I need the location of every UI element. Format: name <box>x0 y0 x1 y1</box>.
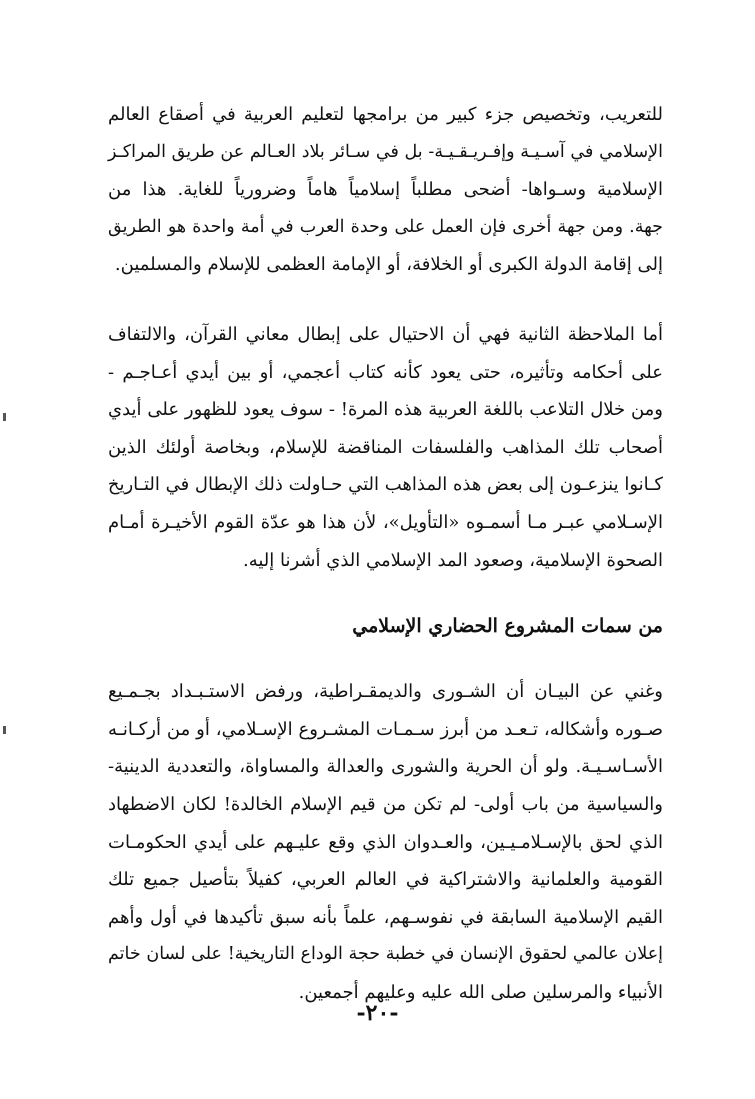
paragraph-line: وغني عن البيـان أن الشـورى والديمقـراطية، ورفض الاستـبـداد بجـمـيع <box>108 681 663 703</box>
paragraph-line: الذي لحق بالإسـلامـيـين، والعـدوان الذي وقع عليـهم على أيدي الحكومـات <box>108 831 663 853</box>
paragraph-line: كـانوا ينزعـون إلى بعض هذه المذاهب التي حـاولت ذلك الإبطال في التـاريخ <box>107 474 663 496</box>
paragraph-line: الإسـلامي عبـر مـا أسمـوه «التأويل»، لأن هذا هو عدّة القوم الأخيـرة أمـام <box>108 511 663 533</box>
paragraph-line: القومية والعلمانية والاشتراكية في العالم العربي، كفيلاً بتأصيل جميع تلك <box>108 869 663 891</box>
scan-edge-mark <box>3 413 6 421</box>
paragraph-line: جهة. ومن جهة أخرى فإن العمل على وحدة العرب في أمة واحدة هو الطريق <box>108 216 663 237</box>
paragraph-line: الإسلامي في آسـيـة وإفـريـقـيـة- بل في سـائر بلاد العـالم عن طريق المراكـز <box>108 141 663 162</box>
paragraph-line: إلى إقامة الدولة الكبرى أو الخلافة، أو الإمامة العظمى للإسلام والمسلمين. <box>114 254 663 276</box>
page-number: -٢٠- <box>356 1000 399 1026</box>
paragraph-line: ومن خلال التلاعب باللغة العربية هذه المرة! - سوف يعود للظهور على أيدي <box>108 399 663 421</box>
paragraph-line: إعلان عالمي لحقوق الإنسان في خطبة حجة الوداع التاريخية! على لسان خاتم <box>108 944 663 965</box>
scan-edge-mark <box>3 726 6 734</box>
paragraph-1 <box>108 96 663 284</box>
paragraph-line: على أحكامه وتأثيره، حتى يعود كأنه كتاب أعجمي، أو بين أيدي أعـاجـم - <box>108 361 663 383</box>
paragraph-line: القيم الإسلامية السابقة في نفوسـهم، علماً بأنه سبق تأكيدها في أول وأهم <box>108 906 663 928</box>
paragraph-line: والسياسية من باب أولى- لم تكن من قيم الإسلام الخالدة! لكان الاضطهاد <box>108 793 663 815</box>
paragraph-line: أما الملاحظة الثانية فهي أن الاحتيال على إبطال معاني القرآن، والالتفاف <box>108 323 663 345</box>
paragraph-2 <box>108 316 663 579</box>
paragraph-3 <box>108 673 663 1011</box>
section-heading: من سمات المشروع الحضاري الإسلامي <box>352 615 663 638</box>
paragraph-line: الصحوة الإسلامية، وصعود المد الإسلامي الذي أشرنا إليه. <box>243 549 663 571</box>
page-body <box>108 96 663 1011</box>
paragraph-line: الأنبياء والمرسلين صلى الله عليه وعليهم أجمعين. <box>298 981 663 1003</box>
paragraph-line: الأسـاسـيـة. ولو أن الحرية والشورى والعدالة والمساواة، والتعددية الدينية- <box>108 756 663 778</box>
paragraph-line: للتعريب، وتخصيص جزء كبير من برامجها لتعليم العربية في أصقاع العالم <box>108 104 663 125</box>
paragraph-line: الإسلامية وسـواها- أضحى مطلباً إسلامياً هاماً وضرورياً للغاية. هذا من <box>108 179 663 201</box>
paragraph-line: صـوره وأشكاله، تـعـد من أبرز سـمـات المشـروع الإسـلامي، أو من أركـانـه <box>108 718 663 740</box>
paragraph-line: أصحاب تلك المذاهب والفلسفات المناقضة للإسلام، وبخاصة أولئك الذين <box>108 436 663 458</box>
